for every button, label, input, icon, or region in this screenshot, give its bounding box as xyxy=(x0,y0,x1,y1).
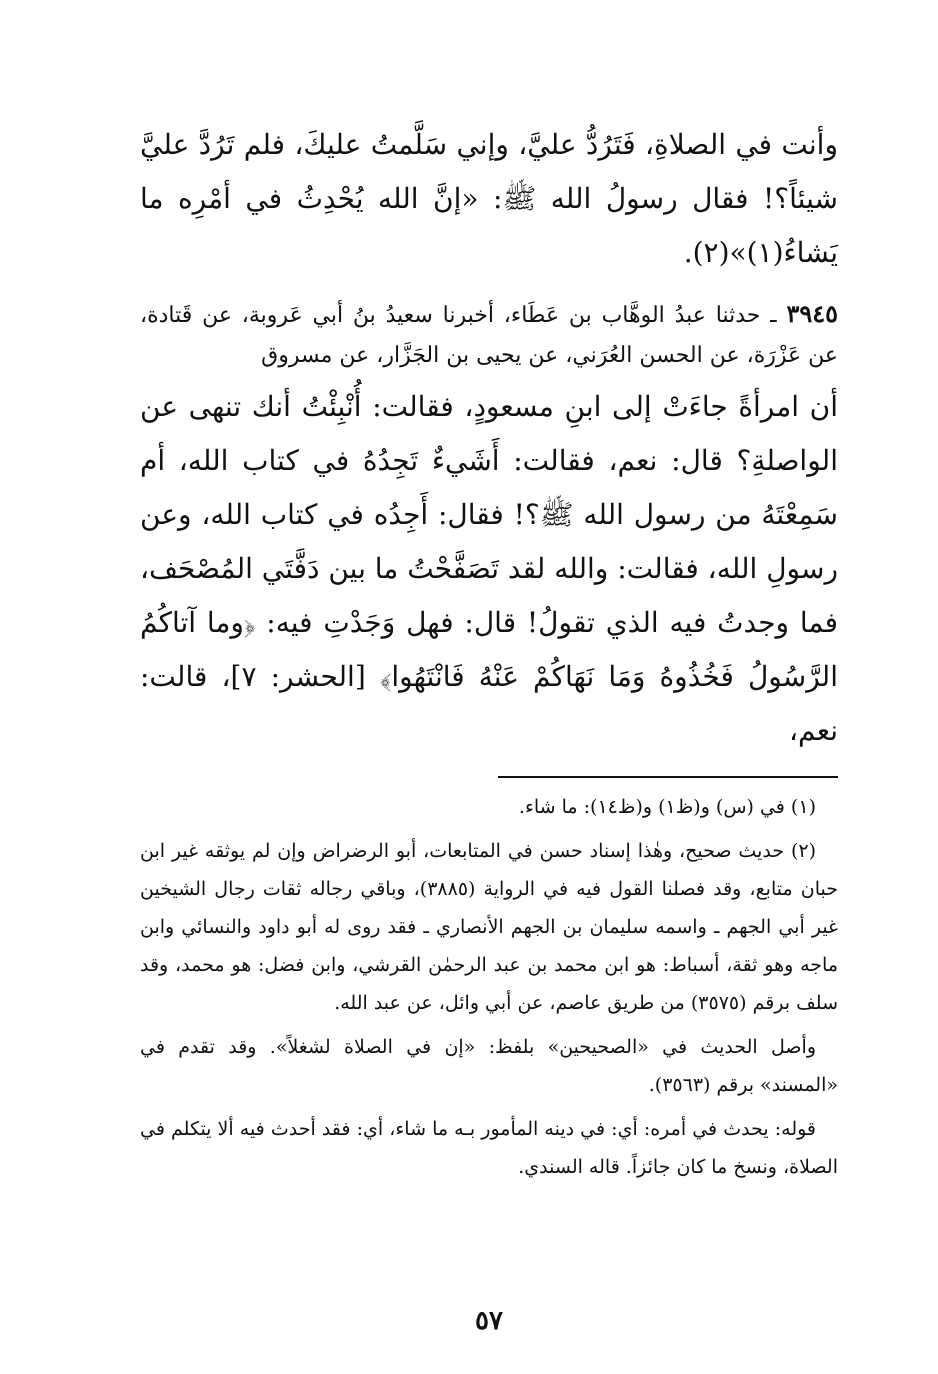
footnote-2: (٢) حديث صحيح، وهٰذا إسناد حسن في المتابعات، أبو الرضراض وإن لم يوثقه غير ابن حبان متابع، وقد فصلنا القول فيه في الرواية (٣٨٨٥)، وباقي رجاله ثقات رجال الشيخين غير أبي الجهم ـ واسمه سليمان بن الجهم الأنصاري ـ فقد روى له أبو داود والنسائي وابن ماجه وهو ثقة، أسباط: هو ابن محمد بن عبد الرحمٰن القرشي، وابن فضل: هو محمد، وقد سلف برقم (٣٥٧٥) من طريق عاصم، عن أبي وائل، عن عبد الله. xyxy=(140,840,838,1014)
footnote-commentary: قوله: يحدث في أمره: أي: في دينه المأمور بـه ما شاء، أي: فقد أحدث فيه ألا يتكلم في الصلاة، ونسخ ما كان جائزاً. قاله السندي. xyxy=(140,1118,838,1178)
hadith-body: أن امرأةً جاءَتْ إلى ابنِ مسعودٍ، فقالت: أُنْبِئْتُ أنك تنهى عن الواصلةِ؟ قال: نعم، فقالت: أَشَيءٌ تَجِدُهُ في كتاب الله، أم سَمِعْتَهُ من رسول الله ﷺ؟! فقال: أَجِدُه في كتاب الله، وعن رسولِ الله، فقالت: والله لقد تَصَفَّحْتُ ما بين دَفَّتَي المُصْحَف، فما وجدتُ فيه الذي تقولُ! قال: فهل وَجَدْتِ فيه: ﴿وما آتاكُمُ الرَّسُولُ فَخُذُوهُ وَمَا نَهَاكُمْ عَنْهُ فَانْتَهُوا﴾ [الحشر: ٧]، قالت: نعم، xyxy=(140,390,838,747)
page xyxy=(140,118,838,1336)
continuation-paragraph: وأنت في الصلاةِ، فَتَرُدُّ عليَّ، وإني سَلَّمتُ عليكَ، فلم تَرُدَّ عليَّ شيئاً؟! فقال رسولُ الله ﷺ: «إنَّ الله يُحْدِثُ في أمْرِه ما يَشاءُ(١)»(٢). xyxy=(140,128,838,269)
hadith-number: ٣٩٤٥ xyxy=(786,299,838,328)
main-text xyxy=(140,118,838,758)
footnote-2-continuation: وأصل الحديث في «الصحيحين» بلفظ: «إن في الصلاة لشغلاً». وقد تقدم في «المسند» برقم (٣٥٦٣). xyxy=(140,1036,838,1096)
footnote-1: (١) في (س) و(ظ١) و(ظ١٤): ما شاء. xyxy=(518,796,816,818)
footnotes xyxy=(140,788,838,1186)
hadith-chain: ـ حدثنا عبدُ الوهَّاب بن عَطَاء، أخبرنا سعيدُ بنُ أبي عَروبة، عن قَتادة، عن عَزْرَة، عن الحسن العُرَني، عن يحيى بن الجَزَّار، عن مسروق xyxy=(140,303,838,368)
footnote-divider xyxy=(498,776,838,778)
hadith-chain-paragraph xyxy=(140,294,838,376)
page-number: ٥٧ xyxy=(475,1306,503,1336)
